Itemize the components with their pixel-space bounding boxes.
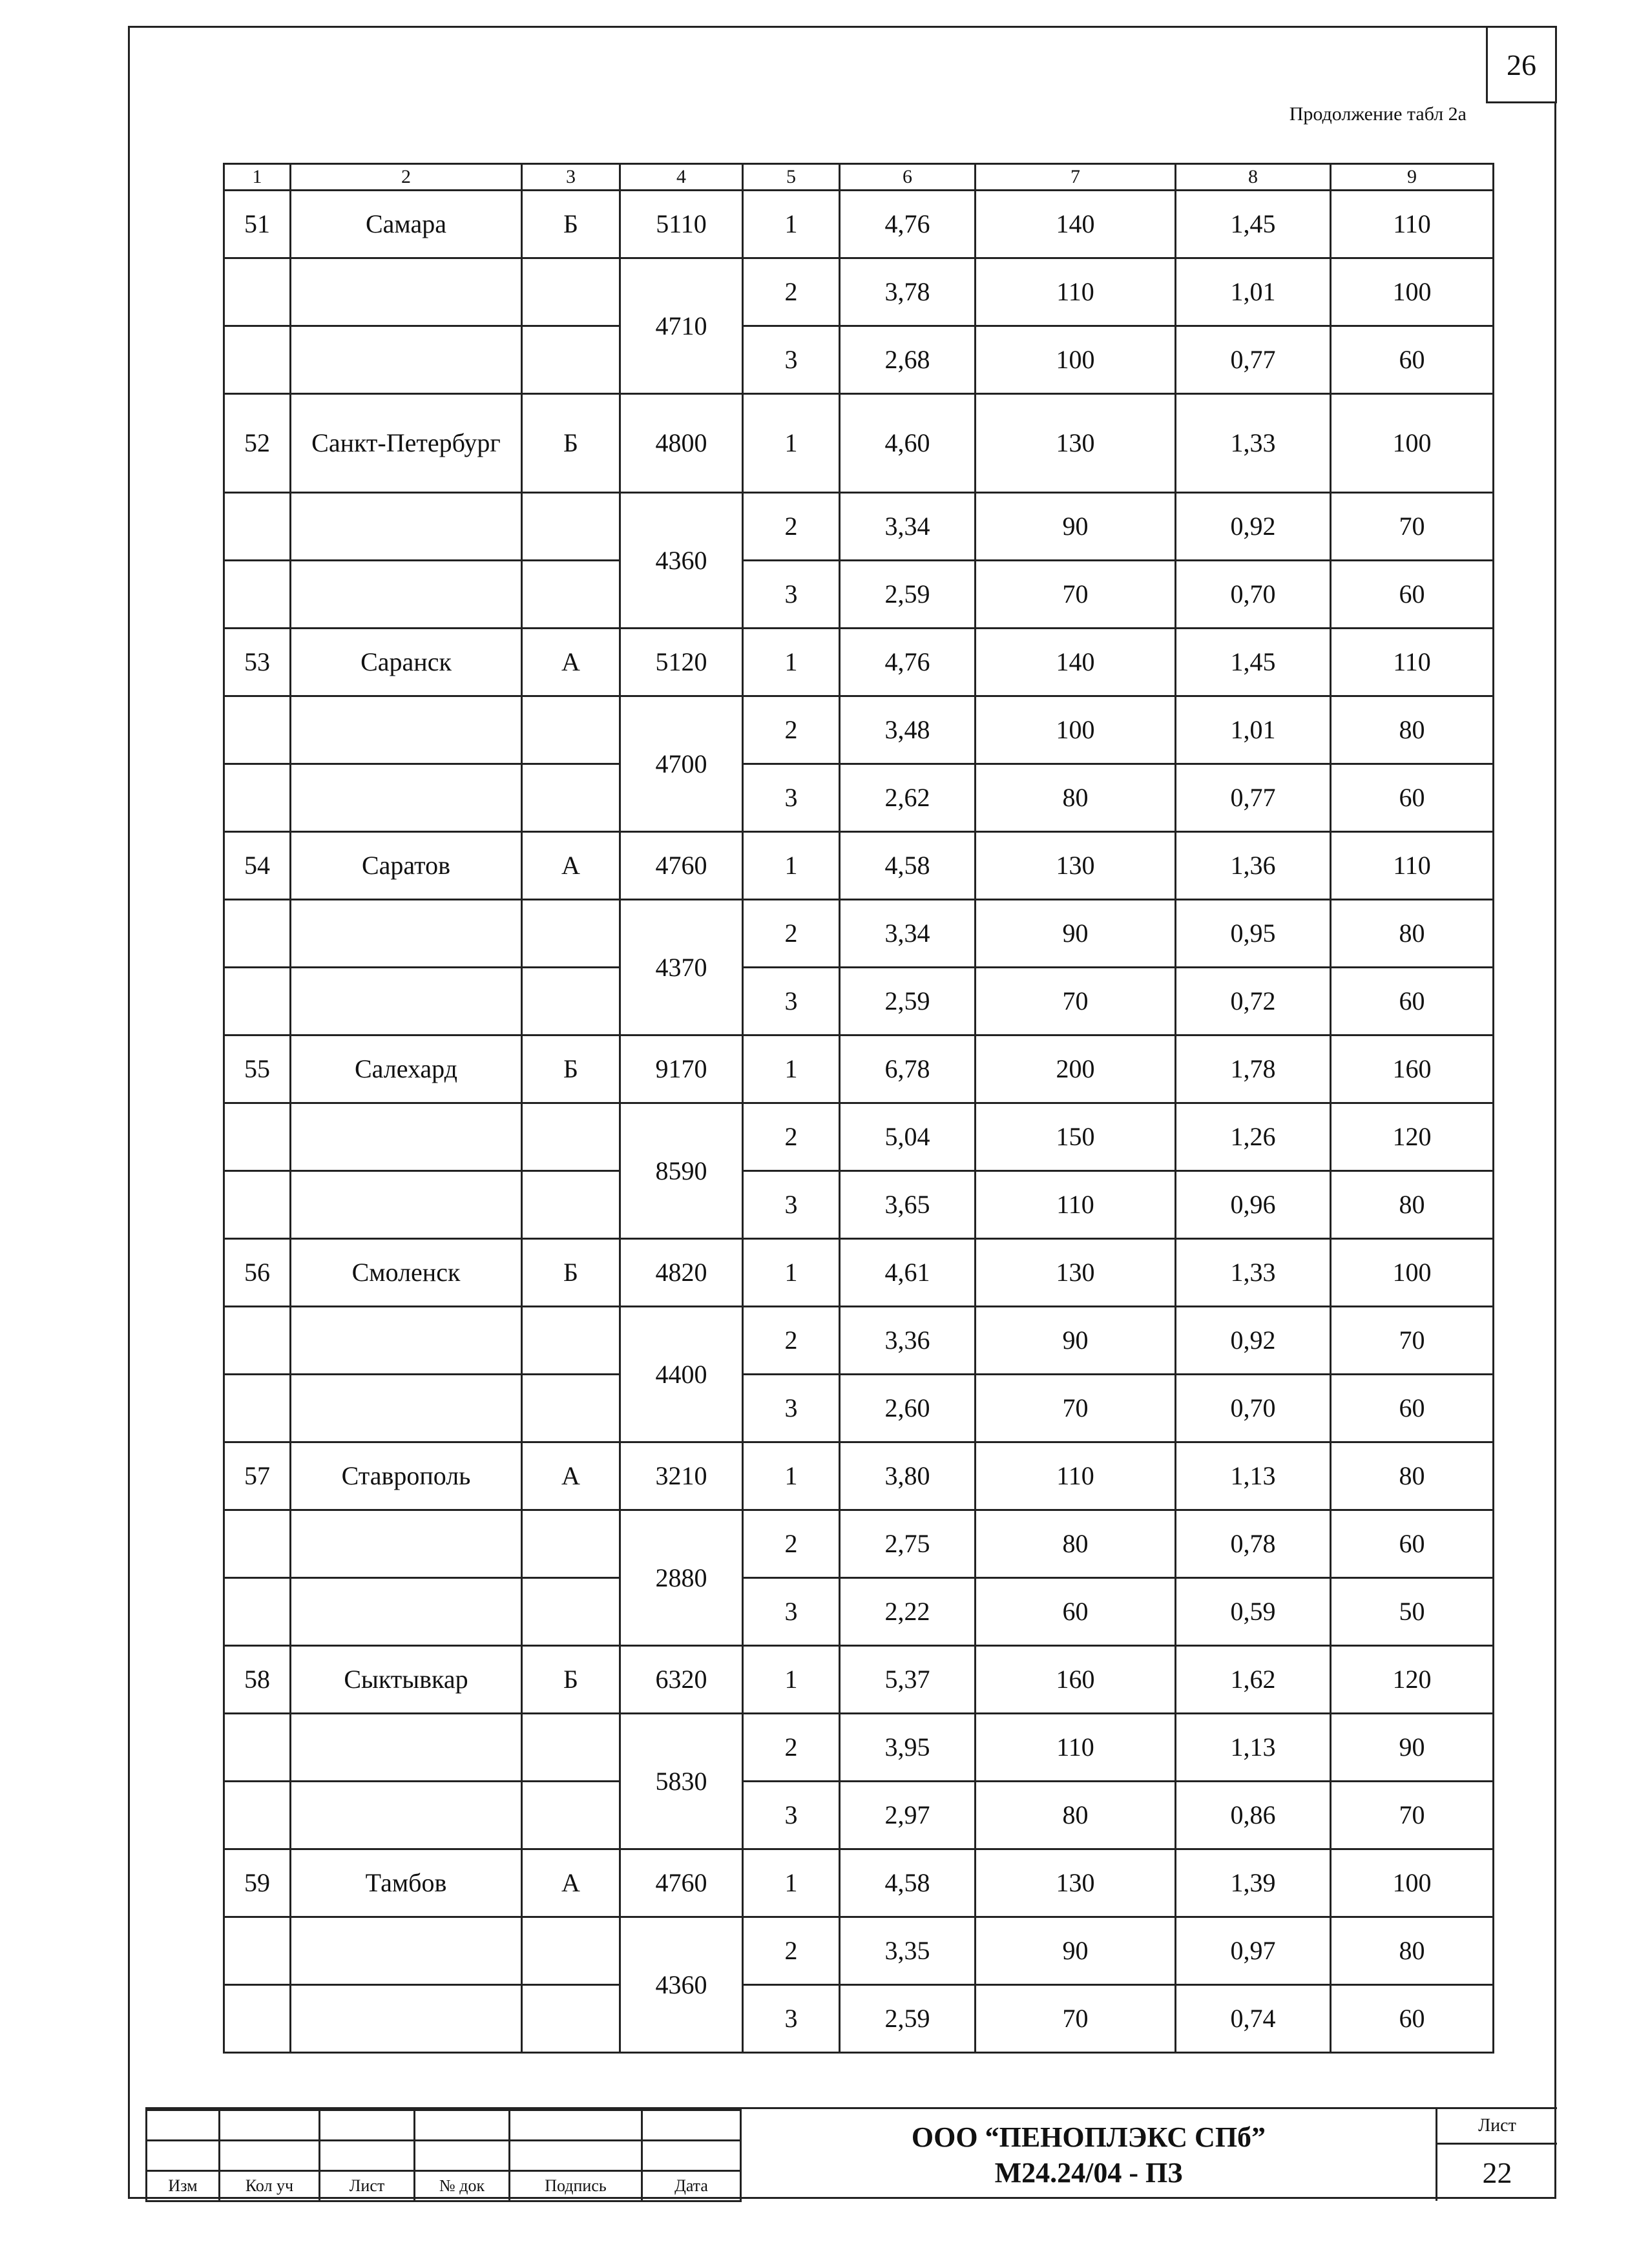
title-block-label: Подпись	[510, 2171, 642, 2201]
value-col8: 0,96	[1176, 1171, 1331, 1239]
table-row	[224, 900, 1494, 968]
value-col4: 6320	[620, 1646, 743, 1714]
layer-number: 1	[743, 1849, 840, 1917]
layer-number: 1	[743, 1646, 840, 1714]
table-row	[224, 696, 1494, 764]
table-row	[224, 561, 1494, 629]
empty-cell	[522, 561, 620, 629]
title-block-label: Лист	[320, 2171, 415, 2201]
value-col8: 1,26	[1176, 1103, 1331, 1171]
value-col9: 100	[1331, 258, 1494, 326]
empty-cell	[224, 1171, 291, 1239]
empty-cell	[224, 1714, 291, 1782]
value-col6: 2,59	[840, 1985, 976, 2053]
value-col8: 0,97	[1176, 1917, 1331, 1985]
value-col6: 3,34	[840, 900, 976, 968]
value-col8: 0,77	[1176, 326, 1331, 394]
empty-cell	[522, 764, 620, 832]
column-header: 5	[743, 164, 840, 191]
value-col8: 0,70	[1176, 1375, 1331, 1442]
column-header: 6	[840, 164, 976, 191]
city-name: Смоленск	[291, 1239, 522, 1307]
table-row	[224, 968, 1494, 1035]
empty-cell	[522, 1782, 620, 1849]
value-col6: 3,95	[840, 1714, 976, 1782]
empty-cell	[224, 764, 291, 832]
empty-cell	[291, 1171, 522, 1239]
value-col7: 80	[976, 764, 1176, 832]
value-col4: 4400	[620, 1307, 743, 1442]
value-col7: 90	[976, 1307, 1176, 1375]
row-number: 56	[224, 1239, 291, 1307]
value-col8: 0,59	[1176, 1578, 1331, 1646]
zone-code: Б	[522, 1239, 620, 1307]
empty-cell	[522, 1578, 620, 1646]
value-col7: 140	[976, 629, 1176, 696]
value-col9: 50	[1331, 1578, 1494, 1646]
value-col7: 70	[976, 561, 1176, 629]
layer-number: 2	[743, 258, 840, 326]
value-col8: 1,45	[1176, 191, 1331, 258]
empty-cell	[224, 900, 291, 968]
row-number: 53	[224, 629, 291, 696]
value-col9: 160	[1331, 1035, 1494, 1103]
value-col8: 1,13	[1176, 1442, 1331, 1510]
table-header-row	[224, 164, 1494, 191]
value-col4: 4820	[620, 1239, 743, 1307]
value-col6: 4,58	[840, 832, 976, 900]
value-col6: 5,37	[840, 1646, 976, 1714]
value-col8: 0,95	[1176, 900, 1331, 968]
table-row	[224, 1646, 1494, 1714]
layer-number: 1	[743, 394, 840, 493]
value-col6: 2,68	[840, 326, 976, 394]
value-col7: 90	[976, 900, 1176, 968]
zone-code: А	[522, 832, 620, 900]
value-col6: 6,78	[840, 1035, 976, 1103]
value-col8: 1,45	[1176, 629, 1331, 696]
layer-number: 2	[743, 1510, 840, 1578]
value-col8: 1,36	[1176, 832, 1331, 900]
data-table	[223, 163, 1494, 2054]
zone-code: Б	[522, 394, 620, 493]
table-row	[224, 1239, 1494, 1307]
value-col8: 0,86	[1176, 1782, 1331, 1849]
empty-cell	[522, 900, 620, 968]
empty-cell	[291, 1917, 522, 1985]
empty-cell	[291, 1307, 522, 1375]
layer-number: 3	[743, 1782, 840, 1849]
empty-cell	[522, 1375, 620, 1442]
value-col9: 60	[1331, 968, 1494, 1035]
column-header: 2	[291, 164, 522, 191]
value-col4: 9170	[620, 1035, 743, 1103]
value-col6: 4,58	[840, 1849, 976, 1917]
city-name: Ставрополь	[291, 1442, 522, 1510]
value-col6: 4,76	[840, 191, 976, 258]
value-col7: 70	[976, 1375, 1176, 1442]
value-col9: 70	[1331, 1782, 1494, 1849]
value-col7: 160	[976, 1646, 1176, 1714]
value-col7: 100	[976, 326, 1176, 394]
value-col7: 200	[976, 1035, 1176, 1103]
value-col7: 100	[976, 696, 1176, 764]
sheet-label: Лист	[1437, 2109, 1557, 2145]
zone-code: Б	[522, 1035, 620, 1103]
empty-cell	[291, 1510, 522, 1578]
layer-number: 1	[743, 832, 840, 900]
table-row	[224, 1307, 1494, 1375]
sheet-number-box	[1486, 26, 1557, 103]
column-header: 8	[1176, 164, 1331, 191]
value-col9: 80	[1331, 900, 1494, 968]
value-col7: 80	[976, 1782, 1176, 1849]
value-col4: 5830	[620, 1714, 743, 1849]
value-col4: 8590	[620, 1103, 743, 1239]
value-col4: 4710	[620, 258, 743, 394]
value-col4: 2880	[620, 1510, 743, 1646]
layer-number: 3	[743, 1985, 840, 2053]
table-row	[224, 832, 1494, 900]
value-col8: 0,92	[1176, 1307, 1331, 1375]
table-row	[224, 1103, 1494, 1171]
layer-number: 2	[743, 900, 840, 968]
value-col7: 110	[976, 1171, 1176, 1239]
table-row	[224, 1510, 1494, 1578]
table-row	[224, 394, 1494, 493]
value-col9: 60	[1331, 1985, 1494, 2053]
layer-number: 3	[743, 1578, 840, 1646]
table-row	[224, 1985, 1494, 2053]
layer-number: 2	[743, 1103, 840, 1171]
value-col8: 1,39	[1176, 1849, 1331, 1917]
sheet-value: 22	[1482, 2156, 1512, 2189]
document-code: М24.24/04 - ПЗ	[994, 2157, 1183, 2189]
value-col6: 3,35	[840, 1917, 976, 1985]
value-col4: 4370	[620, 900, 743, 1035]
empty-cell	[291, 1103, 522, 1171]
value-col7: 60	[976, 1578, 1176, 1646]
empty-cell	[522, 1307, 620, 1375]
value-col8: 1,62	[1176, 1646, 1331, 1714]
table-row	[224, 1375, 1494, 1442]
column-header: 1	[224, 164, 291, 191]
value-col6: 4,60	[840, 394, 976, 493]
value-col4: 4360	[620, 1917, 743, 2053]
row-number: 55	[224, 1035, 291, 1103]
value-col9: 80	[1331, 1442, 1494, 1510]
empty-cell	[291, 1578, 522, 1646]
value-col6: 5,04	[840, 1103, 976, 1171]
value-col6: 3,65	[840, 1171, 976, 1239]
empty-cell	[522, 258, 620, 326]
value-col7: 130	[976, 1239, 1176, 1307]
value-col7: 110	[976, 258, 1176, 326]
table-row	[224, 258, 1494, 326]
value-col8: 0,70	[1176, 561, 1331, 629]
row-number: 54	[224, 832, 291, 900]
empty-cell	[224, 1782, 291, 1849]
table-row	[224, 1849, 1494, 1917]
empty-cell	[522, 968, 620, 1035]
empty-cell	[224, 1985, 291, 2053]
value-col6: 2,75	[840, 1510, 976, 1578]
layer-number: 1	[743, 1239, 840, 1307]
value-col6: 2,59	[840, 561, 976, 629]
empty-cell	[291, 968, 522, 1035]
value-col8: 1,01	[1176, 696, 1331, 764]
title-block-label: Кол уч	[220, 2171, 320, 2201]
layer-number: 3	[743, 326, 840, 394]
zone-code: Б	[522, 191, 620, 258]
city-name: Сыктывкар	[291, 1646, 522, 1714]
empty-cell	[522, 1510, 620, 1578]
value-col7: 90	[976, 1917, 1176, 1985]
layer-number: 2	[743, 1307, 840, 1375]
value-col6: 2,62	[840, 764, 976, 832]
city-name: Саранск	[291, 629, 522, 696]
value-col9: 80	[1331, 696, 1494, 764]
empty-cell	[522, 1917, 620, 1985]
value-col9: 60	[1331, 1510, 1494, 1578]
value-col6: 3,80	[840, 1442, 976, 1510]
table-row	[224, 326, 1494, 394]
value-col4: 4800	[620, 394, 743, 493]
table-row	[224, 1171, 1494, 1239]
layer-number: 3	[743, 561, 840, 629]
table-row	[224, 1035, 1494, 1103]
row-number: 59	[224, 1849, 291, 1917]
value-col9: 60	[1331, 326, 1494, 394]
value-col6: 3,48	[840, 696, 976, 764]
value-col9: 60	[1331, 561, 1494, 629]
value-col9: 80	[1331, 1917, 1494, 1985]
empty-cell	[291, 561, 522, 629]
empty-cell	[522, 1171, 620, 1239]
row-number: 51	[224, 191, 291, 258]
empty-cell	[291, 326, 522, 394]
value-col7: 80	[976, 1510, 1176, 1578]
empty-cell	[522, 326, 620, 394]
value-col4: 4760	[620, 1849, 743, 1917]
value-col8: 0,72	[1176, 968, 1331, 1035]
value-col9: 110	[1331, 629, 1494, 696]
value-col7: 70	[976, 968, 1176, 1035]
table-row	[224, 191, 1494, 258]
value-col8: 0,74	[1176, 1985, 1331, 2053]
organization-block	[740, 2109, 1437, 2201]
value-col4: 4760	[620, 832, 743, 900]
value-col9: 120	[1331, 1103, 1494, 1171]
value-col6: 3,36	[840, 1307, 976, 1375]
empty-cell	[224, 1375, 291, 1442]
row-number: 52	[224, 394, 291, 493]
value-col8: 0,92	[1176, 493, 1331, 561]
empty-cell	[291, 1375, 522, 1442]
zone-code: Б	[522, 1646, 620, 1714]
title-block-label: Изм	[147, 2171, 220, 2201]
value-col6: 4,61	[840, 1239, 976, 1307]
row-number: 58	[224, 1646, 291, 1714]
city-name: Тамбов	[291, 1849, 522, 1917]
empty-cell	[291, 900, 522, 968]
layer-number: 3	[743, 764, 840, 832]
value-col6: 2,59	[840, 968, 976, 1035]
empty-cell	[224, 1917, 291, 1985]
empty-cell	[522, 1985, 620, 2053]
layer-number: 3	[743, 1171, 840, 1239]
layer-number: 2	[743, 696, 840, 764]
column-header: 7	[976, 164, 1176, 191]
empty-cell	[291, 258, 522, 326]
empty-cell	[224, 326, 291, 394]
value-col9: 110	[1331, 832, 1494, 900]
value-col9: 100	[1331, 1849, 1494, 1917]
table-row	[224, 764, 1494, 832]
layer-number: 3	[743, 968, 840, 1035]
city-name: Салехард	[291, 1035, 522, 1103]
column-header: 3	[522, 164, 620, 191]
empty-cell	[224, 258, 291, 326]
value-col8: 1,01	[1176, 258, 1331, 326]
organization-name: ООО “ПЕНОПЛЭКС СПб”	[911, 2121, 1266, 2153]
empty-cell	[291, 764, 522, 832]
value-col6: 3,34	[840, 493, 976, 561]
value-col8: 0,78	[1176, 1510, 1331, 1578]
layer-number: 2	[743, 1714, 840, 1782]
layer-number: 2	[743, 493, 840, 561]
empty-cell	[291, 493, 522, 561]
city-name: Саратов	[291, 832, 522, 900]
title-block-label: № док	[415, 2171, 510, 2201]
value-col8: 1,33	[1176, 1239, 1331, 1307]
table-row	[224, 1917, 1494, 1985]
layer-number: 1	[743, 191, 840, 258]
value-col4: 4360	[620, 493, 743, 629]
value-col9: 70	[1331, 493, 1494, 561]
value-col6: 2,22	[840, 1578, 976, 1646]
empty-cell	[291, 1985, 522, 2053]
empty-cell	[224, 696, 291, 764]
empty-cell	[522, 696, 620, 764]
empty-cell	[224, 493, 291, 561]
empty-cell	[291, 1782, 522, 1849]
empty-cell	[522, 1714, 620, 1782]
empty-cell	[291, 696, 522, 764]
layer-number: 1	[743, 629, 840, 696]
empty-cell	[224, 968, 291, 1035]
value-col9: 60	[1331, 764, 1494, 832]
value-col6: 3,78	[840, 258, 976, 326]
row-number: 57	[224, 1442, 291, 1510]
table-row	[224, 1442, 1494, 1510]
empty-cell	[224, 1578, 291, 1646]
value-col8: 0,77	[1176, 764, 1331, 832]
value-col7: 110	[976, 1714, 1176, 1782]
empty-cell	[224, 1510, 291, 1578]
value-col9: 100	[1331, 1239, 1494, 1307]
value-col9: 120	[1331, 1646, 1494, 1714]
table-row	[224, 1782, 1494, 1849]
table-row	[224, 1578, 1494, 1646]
table-row	[224, 1714, 1494, 1782]
value-col8: 1,33	[1176, 394, 1331, 493]
value-col4: 5110	[620, 191, 743, 258]
value-col6: 2,60	[840, 1375, 976, 1442]
value-col7: 130	[976, 832, 1176, 900]
layer-number: 3	[743, 1375, 840, 1442]
sheet-number: 26	[1507, 48, 1536, 81]
table-continuation-caption: Продолжение табл 2а	[1289, 103, 1467, 125]
empty-cell	[522, 1103, 620, 1171]
value-col9: 110	[1331, 191, 1494, 258]
value-col7: 70	[976, 1985, 1176, 2053]
value-col8: 1,13	[1176, 1714, 1331, 1782]
value-col7: 90	[976, 493, 1176, 561]
table-row	[224, 493, 1494, 561]
zone-code: А	[522, 1849, 620, 1917]
zone-code: А	[522, 1442, 620, 1510]
value-col9: 60	[1331, 1375, 1494, 1442]
value-col9: 70	[1331, 1307, 1494, 1375]
value-col4: 3210	[620, 1442, 743, 1510]
value-col7: 110	[976, 1442, 1176, 1510]
value-col7: 130	[976, 1849, 1176, 1917]
empty-cell	[224, 561, 291, 629]
zone-code: А	[522, 629, 620, 696]
empty-cell	[224, 1307, 291, 1375]
value-col4: 4700	[620, 696, 743, 832]
city-name: Санкт-Петербург	[291, 394, 522, 493]
layer-number: 2	[743, 1917, 840, 1985]
value-col6: 2,97	[840, 1782, 976, 1849]
layer-number: 1	[743, 1442, 840, 1510]
empty-cell	[522, 493, 620, 561]
value-col7: 130	[976, 394, 1176, 493]
value-col6: 4,76	[840, 629, 976, 696]
title-block	[145, 2107, 1557, 2199]
column-header: 9	[1331, 164, 1494, 191]
title-block-label: Дата	[642, 2171, 741, 2201]
layer-number: 1	[743, 1035, 840, 1103]
value-col8: 1,78	[1176, 1035, 1331, 1103]
empty-cell	[291, 1714, 522, 1782]
revision-grid	[145, 2109, 742, 2202]
value-col9: 100	[1331, 394, 1494, 493]
value-col9: 90	[1331, 1714, 1494, 1782]
value-col9: 80	[1331, 1171, 1494, 1239]
empty-cell	[224, 1103, 291, 1171]
table-row	[224, 629, 1494, 696]
city-name: Самара	[291, 191, 522, 258]
value-col7: 140	[976, 191, 1176, 258]
column-header: 4	[620, 164, 743, 191]
value-col7: 150	[976, 1103, 1176, 1171]
value-col4: 5120	[620, 629, 743, 696]
